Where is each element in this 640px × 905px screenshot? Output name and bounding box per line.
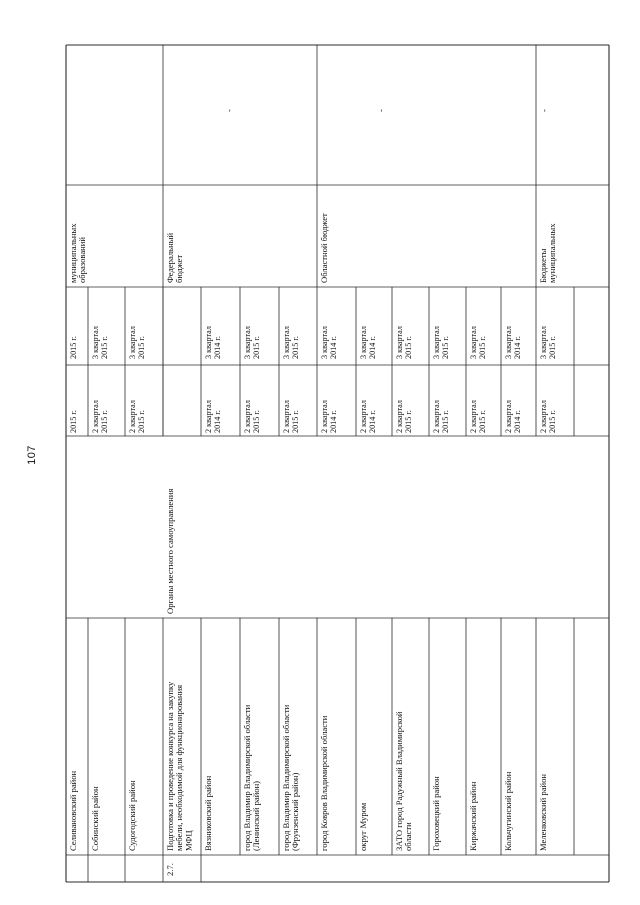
row-name-text: мебели, необходимой для функционирования (174, 684, 185, 851)
row-number-text: 2.7. (165, 863, 175, 876)
table-text (68, 109, 557, 876)
row-start-text: 2015 г. (441, 410, 451, 433)
source-text: Бюджеты (538, 248, 548, 283)
row-start-text: 2 квартал (128, 400, 137, 433)
row-start-text: 2015 г. (291, 410, 301, 433)
row-end-text: 3 квартал (504, 326, 513, 359)
row-start-text: 2015 г. (69, 410, 78, 433)
row-start-text: 2 квартал (320, 400, 329, 433)
row-end-text: 2015 г. (100, 336, 110, 359)
amount-text: - (224, 109, 234, 112)
row-name-text: округ Муром (358, 802, 368, 851)
row-start-text: 2015 г. (100, 410, 110, 433)
row-start-text: 2 квартал (504, 400, 513, 433)
row-name-text: город Владимир Владимирской области (242, 704, 252, 851)
row-end-text: 2014 г. (513, 336, 523, 359)
row-name-text: Вязниковский район (203, 775, 213, 851)
row-start-text: 2 квартал (359, 400, 368, 433)
row-end-text: 3 квартал (539, 326, 548, 359)
row-end-text: 2015 г. (404, 336, 414, 359)
row-end-text: 2015 г. (291, 336, 301, 359)
row-source-text: образований (77, 237, 88, 283)
row-name-text: Киржачский район (468, 781, 478, 851)
row-end-text: 3 квартал (204, 326, 213, 359)
row-name-text: МФЦ (183, 830, 194, 851)
row-end-text: 3 квартал (320, 326, 329, 359)
page-number: 107 (26, 445, 38, 465)
row-name-text: ЗАТО город Радужный Владимирской (394, 711, 404, 851)
source-text: муниципальных (547, 223, 558, 283)
row-end-text: 2015 г. (441, 336, 451, 359)
row-start-text: 2015 г. (404, 410, 414, 433)
row-end-text: 3 квартал (469, 326, 478, 359)
row-start-text: 2 квартал (204, 400, 213, 433)
row-name-text: (Ленинский район) (251, 780, 262, 851)
row-name-text: Кольчугинский район (503, 771, 513, 851)
row-name-text: (Фрунзенский район) (290, 772, 301, 851)
row-name-text: город Ковров Владимирской области (319, 715, 329, 851)
row-start-text: 2015 г. (137, 410, 147, 433)
amount-text: - (539, 109, 549, 112)
amount-text: - (375, 109, 386, 112)
row-end-text: 2014 г. (368, 336, 378, 359)
row-end-text: 3 квартал (243, 326, 252, 359)
row-name-text: Собинский район (90, 786, 100, 851)
row-end-text: 2014 г. (329, 336, 339, 359)
row-end-text: 2015 г. (548, 336, 558, 359)
row-name-text: Судогодский район (127, 780, 137, 851)
row-end-text: 3 квартал (395, 326, 404, 359)
row-start-text: 2015 г. (478, 410, 488, 433)
row-name-text: город Владимир Владимирской области (281, 704, 291, 851)
row-end-text: 3 квартал (432, 326, 441, 359)
row-start-text: 2014 г. (368, 410, 378, 433)
row-start-text: 2015 г. (252, 410, 262, 433)
row-name-text: Подготовка и проведение конкурса на закупку (165, 681, 175, 851)
row-name-text: Гороховецкий район (431, 776, 441, 851)
source-text: бюджет (174, 254, 185, 283)
row-end-text: 2015 г. (252, 336, 262, 359)
row-start-text: 2 квартал (395, 400, 404, 433)
row-start-text: 2014 г. (513, 410, 523, 433)
row-end-text: 3 квартал (282, 326, 291, 359)
row-start-text: 2015 г. (548, 410, 558, 433)
executor-text: Органы местного самоуправления (165, 488, 175, 614)
row-end-text: 3 квартал (91, 326, 100, 359)
row-name-text: Меленковский район (538, 773, 548, 851)
row-end-text: 3 квартал (359, 326, 368, 359)
row-start-text: 2014 г. (213, 410, 223, 433)
row-name-text: области (403, 822, 414, 851)
row-start-text: 2 квартал (432, 400, 441, 433)
row-source-text: муниципальных (68, 223, 78, 283)
row-start-text: 2 квартал (469, 400, 478, 433)
row-start-text: 2 квартал (539, 400, 548, 433)
row-start-text: 2 квартал (243, 400, 252, 433)
row-start-text: 2 квартал (282, 400, 291, 433)
row-end-text: 2014 г. (213, 336, 223, 359)
row-end-text: 2015 г. (478, 336, 488, 359)
source-text: Федеральный (165, 232, 175, 283)
source-text: Областной бюджет (319, 213, 329, 283)
row-start-text: 2014 г. (329, 410, 339, 433)
row-start-text: 2 квартал (91, 400, 100, 433)
row-name-text: Селивановский район (68, 770, 78, 851)
row-end-text: 2015 г. (69, 336, 78, 359)
table-grid (66, 45, 609, 882)
row-end-text: 3 квартал (128, 326, 137, 359)
row-end-text: 2015 г. (137, 336, 147, 359)
